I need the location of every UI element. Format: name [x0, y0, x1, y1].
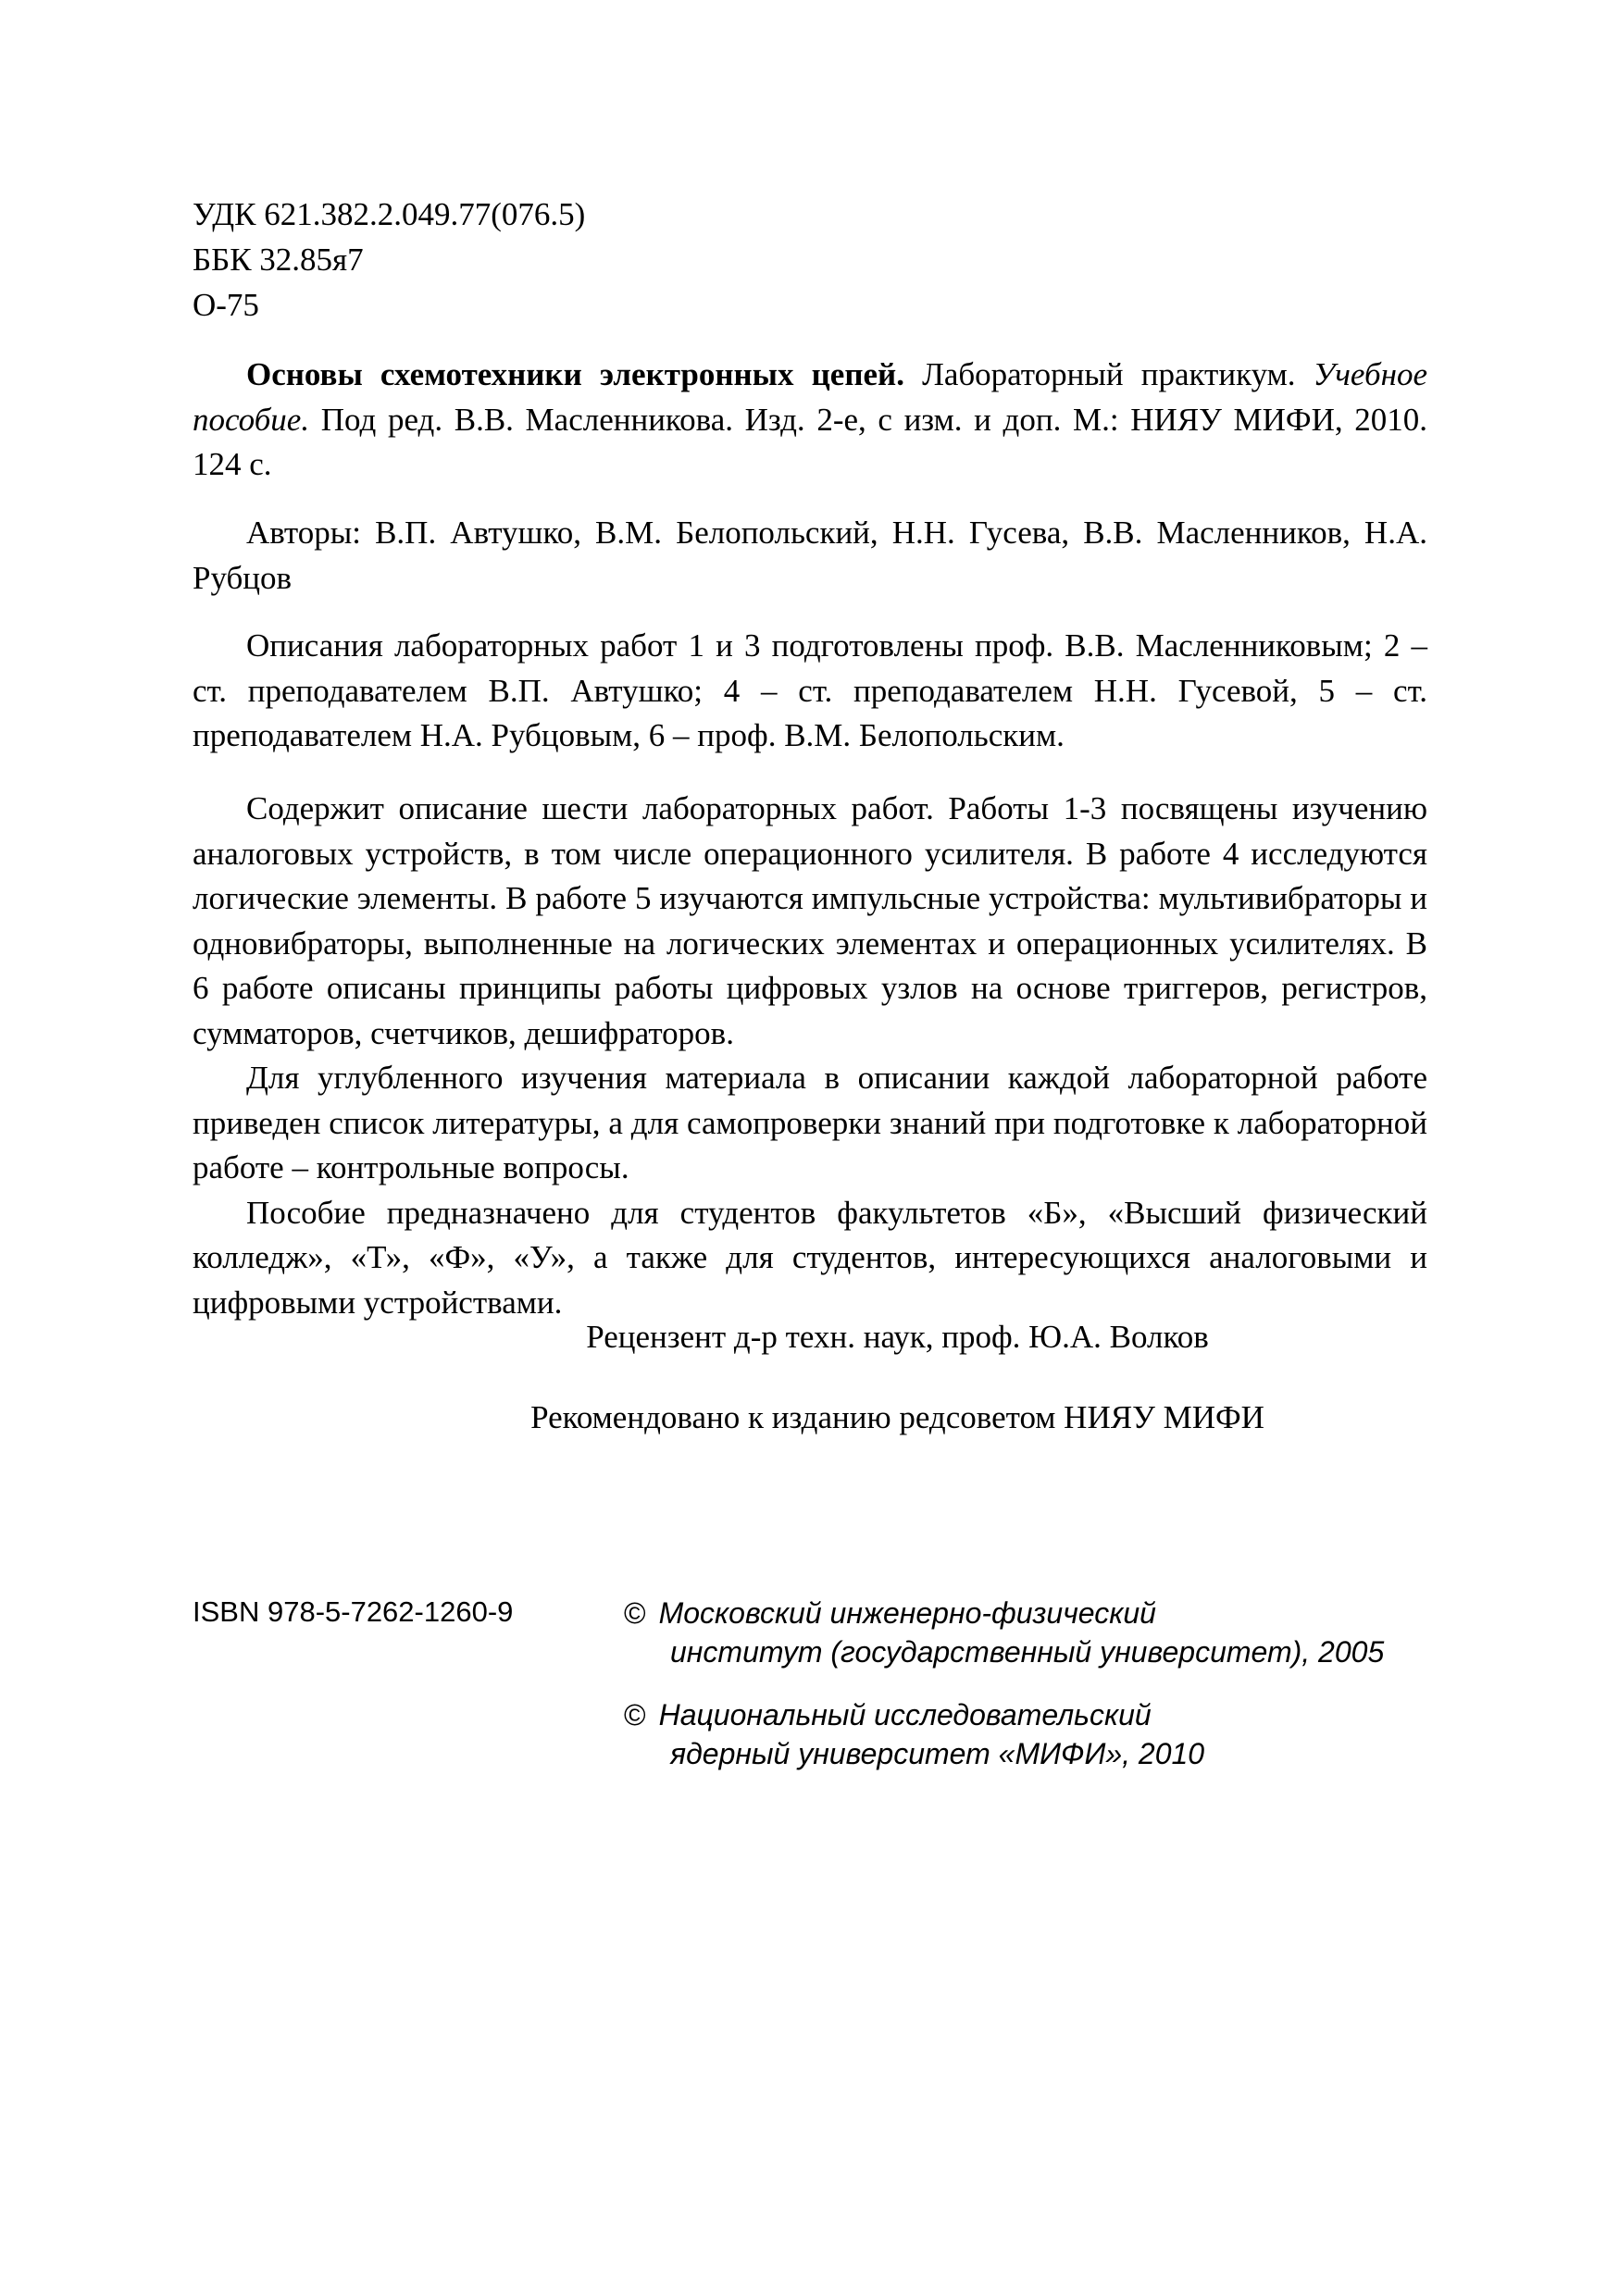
authors-list: Авторы: В.П. Автушко, В.М. Белопольский, Н.Н. Гусева, В.В. Масленников, Н.А. Рубцов	[193, 515, 1427, 596]
copyright-notice	[624, 1594, 1384, 1671]
reviewer: Рецензент д-р техн. наук, проф. Ю.А. Волков	[586, 1319, 1209, 1355]
copyright-holder-continued: ядерный университет «МИФИ», 2010	[670, 1737, 1205, 1770]
annotation-paragraph: Содержит описание шести лабораторных работ. Работы 1-3 посвящены изучению аналоговых устройств, в том числе операционного усилителя. В работе 4 исследуются логические элементы. В работе 5 изучаются импульсные устройства: мультивибраторы и одновибраторы, выполненные на логических элементах и операционных усилителях. В 6 работе описаны принципы работы цифровых узлов на основе триггеров, регистров, сумматоров, счетчиков, дешифраторов.	[193, 790, 1427, 1051]
copyright-holder: Московский инженерно-физический	[658, 1596, 1156, 1630]
recommendation: Рекомендовано к изданию редсоветом НИЯУ МИФИ	[530, 1399, 1264, 1435]
book-title: Основы схемотехники электронных цепей.	[246, 356, 904, 392]
annotation-paragraph: Пособие предназначено для студентов факультетов «Б», «Высший физический колледж», «Т», «Ф», «У», а также для студентов, интересующихся аналоговыми и цифровыми устройствами.	[193, 1194, 1427, 1321]
annotation	[193, 787, 1427, 1325]
prepared-by: Описания лабораторных работ 1 и 3 подготовлены проф. В.В. Масленниковым; 2 – ст. преподавателем В.П. Автушко; 4 – ст. преподавателем Н.Н. Гусевой, 5 – ст. преподавателем Н.А. Рубцовым, 6 – проф. В.М. Белопольским.	[193, 627, 1427, 753]
copyright-holder: Национальный исследовательский	[658, 1698, 1152, 1731]
annotation-paragraph: Для углубленного изучения материала в описании каждой лабораторной работе приведен список литературы, а для самопроверки знаний при подготовке к лабораторной работе – контрольные вопросы.	[193, 1060, 1427, 1185]
copyright-icon: ©	[624, 1698, 646, 1731]
book-type: Учебное пособие.	[193, 356, 1427, 438]
bibliographic-entry	[193, 353, 1427, 488]
classification-codes	[193, 192, 585, 328]
copyright-holder-continued: институт (государственный университет), 2005	[670, 1635, 1385, 1669]
book-subtitle: Лабораторный практикум.	[922, 356, 1296, 392]
udk-code: УДК 621.382.2.049.77(076.5)	[193, 196, 586, 232]
isbn: ISBN 978-5-7262-1260-9	[193, 1595, 514, 1628]
copyright-notice	[624, 1695, 1204, 1773]
copyright-icon: ©	[624, 1596, 646, 1630]
author-mark: О-75	[193, 287, 259, 323]
bbk-code: ББК 32.85я7	[193, 242, 364, 278]
publication-details: Под ред. В.В. Масленникова. Изд. 2-е, с изм. и доп. М.: НИЯУ МИФИ, 2010. 124 с.	[193, 401, 1427, 482]
